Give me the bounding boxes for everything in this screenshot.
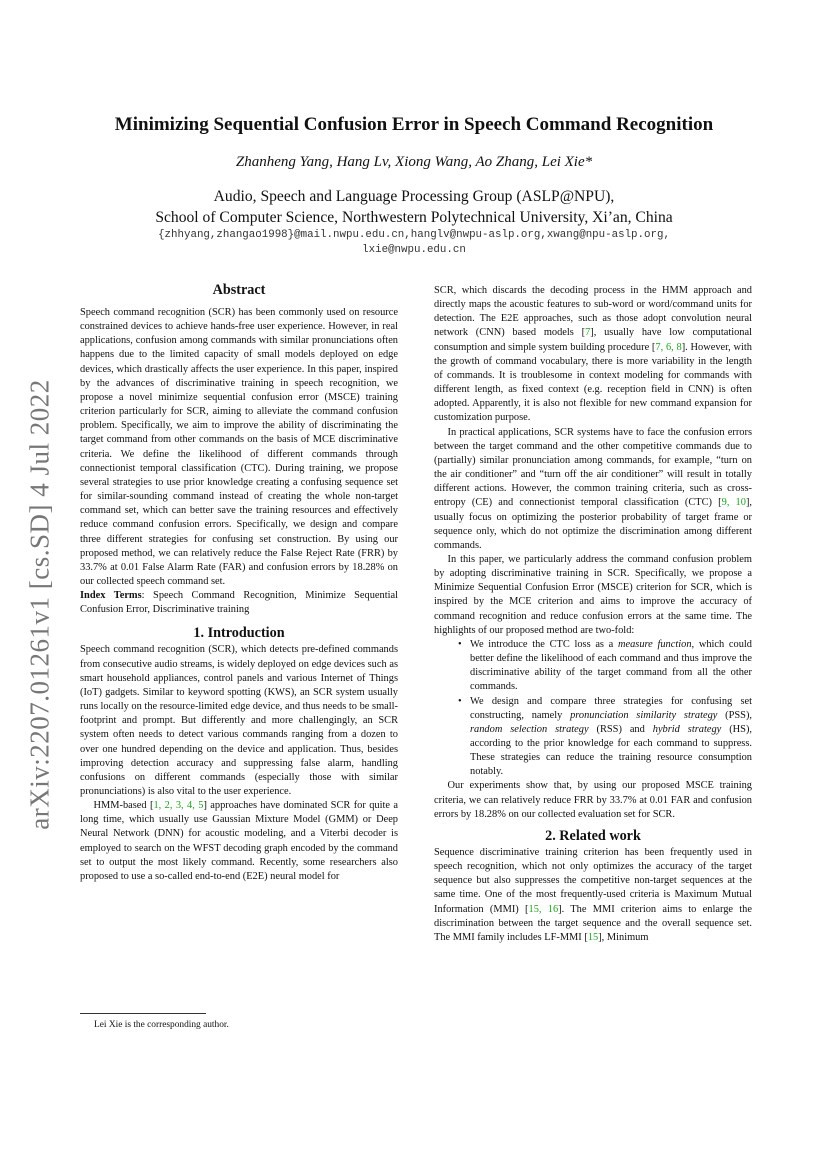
index-terms — [80, 589, 398, 617]
bullet2-emphasis-3: hybrid strategy — [652, 723, 722, 735]
affiliation — [60, 186, 768, 228]
intro-heading: 1. Introduction — [193, 625, 285, 642]
emails-line-2: lxie@nwpu.edu.cn — [362, 244, 466, 256]
citation-link[interactable]: 9, 10 — [721, 497, 746, 509]
bullet2-text-a: We design and compare three strategies for confusing set constructing, namely — [470, 695, 752, 721]
emails-line-1: {zhhyang,zhangao1998}@mail.nwpu.edu.cn,hanglv@nwpu-aslp.org,xwang@npu-aslp.org, — [158, 229, 670, 241]
citation-link[interactable]: 15 — [587, 931, 599, 943]
index-terms-label: Index Terms — [80, 590, 142, 602]
intro-paragraph-3 — [434, 284, 752, 426]
bullet2-text-d: (HS), according to the prior knowledge for each command to suppress. These strategies can reduce the training resource consumption notably. — [470, 723, 752, 778]
intro-p4-text-a: In practical applications, SCR systems have to face the confusion errors between the target command and the other competitive commands due to (partially) similar pronunciation among commands, for example, “turn on the air conditioner” and “turn off the air conditioner” will result in totally different actions. However, the common training criteria, such as cross-entropy (CE) and connectionist temporal classification (CTC) [ — [434, 426, 752, 509]
intro-paragraph-2 — [80, 799, 398, 884]
abstract-text: Speech command recognition (SCR) has been commonly used on resource constrained devices to achieve hands-free user experience. However, in real applications, confusion among commands with similar pronunciations often happens due to the limited capacity of small models deployed on edge devices, which drastically affects the user experience. In this paper, inspired by the advances of discriminative training in speech recognition, we propose a novel minimize sequential confusion error (MSCE) training criterion particularly for SCR, aiming to alleviate the command confusion problem. Specifically, we aim to improve the ability of discriminating the target command from other commands on the basis of MCE discriminative criteria. We define the likelihood of different commands through connectionist temporal classification (CTC). During training, we propose several strategies to use prior knowledge creating a confusing sequence set for similar-sounding command instead of creating the whole non-target command set, which can better save the training resources and effectively reduce command confusion errors. Specifically, we design and compare three different strategies for confusing set construction. By using our proposed method, we can relatively reduce the False Reject Rate (FRR) by 33.7% at 0.01 False Alarm Rate (FAR) and confusion errors by 18.28% on our collected speech command set. — [80, 307, 398, 587]
intro-paragraph-4 — [434, 426, 752, 553]
intro-p4-text-b: ], usually focus on optimizing the posterior probability of target frame or sequence only, which do not optimize the discrimination among different commands. — [434, 497, 753, 551]
footnote-divider — [80, 1013, 206, 1014]
citation-link[interactable]: 7, 6, 8 — [655, 341, 682, 353]
citation-link[interactable]: 1, 2, 3, 4, 5 — [153, 800, 204, 812]
highlights-list — [434, 638, 752, 780]
related-heading: 2. Related work — [545, 827, 641, 844]
bullet2-text-b: (PSS), — [717, 709, 753, 721]
bullet2-emphasis-2: random selection strategy — [470, 723, 589, 735]
intro-p3-text-c: ]. However, with the growth of command vocabulary, there is more variability in the length of commands. It is troublesome in context modeling for commands with different length, as fixed context (e.g. reception field in CNN) is often adopted. Apparently, it is also not flexible for new command expansion for customization purpose. — [434, 341, 752, 424]
intro-p3-text-b: ], usually have low computational consumption and simple system building procedure [ — [434, 327, 752, 353]
bullet1-text-a: We introduce the CTC loss as a — [470, 638, 618, 650]
affiliation-line-1: Audio, Speech and Language Processing Group (ASLP@NPU), — [213, 188, 615, 205]
author-emails — [60, 228, 768, 258]
footnote: Lei Xie is the corresponding author. — [94, 1020, 229, 1030]
bullet1-emphasis: measure function — [617, 638, 692, 650]
bullet-icon: • — [458, 695, 462, 707]
bullet2-emphasis-1: pronunciation similarity strategy — [570, 709, 718, 721]
intro-p2-text-b: ] approaches have dominated SCR for quite a long time, which usually use Gaussian Mixture Model (GMM) or Deep Neural Network (DNN) for acoustic modeling, and a Viterbi decoder is employed to search on the WFST decoding graph encoded by the command set to output the most likely command. Recently, some researchers also proposed to use a so-called end-to-end (E2E) neural model for — [80, 800, 399, 882]
list-item — [458, 695, 753, 780]
arxiv-stamp — [20, 379, 60, 829]
intro-p3-text-a: SCR, which discards the decoding process in the HMM approach and directly maps the acoustic features to sub-word or word/command units for detection. The E2E approaches, such as those adopt convolution neural network (CNN) based models [ — [434, 285, 752, 339]
left-column — [80, 280, 398, 884]
citation-link[interactable]: 7 — [585, 327, 591, 339]
related-p1-text-b: ]. The MMI criterion aims to enlarge the discrimination between the target sequence and the overall sequence set. The MMI family includes LF-MMI [ — [434, 903, 752, 943]
affiliation-line-2: School of Computer Science, Northwestern Polytechnical University, Xi’an, China — [155, 209, 673, 226]
right-column — [434, 284, 752, 945]
list-item — [458, 638, 752, 695]
intro-paragraph-6: Our experiments show that, by using our proposed MSCE training criteria, we can relatively reduce FRR by 33.7% at 0.01 FAR and confusion errors by 18.28% on our collected evaluation set for SCR. — [434, 780, 752, 820]
related-p1-text-a: Sequence discriminative training criterion has been frequently used in speech recognition, which not only optimizes the accuracy of the target sequence but also suppresses the competitive non-target sequences at the same time. One of the most frequently-used criteria is Maximum Mutual Information (MMI) [ — [434, 846, 752, 915]
bullet2-text-c: (RSS) and — [588, 723, 653, 735]
intro-paragraph-5: In this paper, we particularly address the command confusion problem by adopting discriminative training in SCR. Specifically, we propose a Minimize Sequential Confusion Error (MSCE) criterion for SCR, which is inspired by the MCE criterion and aims to improve the accuracy of command recognition and reduce confusion errors at the same time. The highlights of our proposed method are two-fold: — [434, 553, 752, 636]
paper-authors: Zhanheng Yang, Hang Lv, Xiong Wang, Ao Zhang, Lei Xie* — [235, 154, 593, 170]
index-terms-text: : Speech Command Recognition, Minimize Sequential Confusion Error, Discriminative training — [80, 590, 399, 616]
related-paragraph-1 — [434, 846, 752, 945]
arxiv-stamp-text: arXiv:2207.01261v1 [cs.SD] 4 Jul 2022 — [24, 378, 55, 830]
bullet1-text-b: , which could better define the likelihood of each command and thus improve the discriminative ability of the target command from all the other commands. — [470, 638, 752, 693]
intro-p2-text-a: HMM-based [ — [93, 800, 154, 812]
intro-paragraph-1: Speech command recognition (SCR), which detects pre-defined commands from consecutive audio streams, is widely deployed on edge devices such as smart household appliances, control panels and various Internet of Things (IoT) gadgets. Similar to keyword spotting (KWS), an SCR system usually runs locally on the resource-limited edge device, and thus needs to be small-footprint and prompt. But differently and more challengingly, an SCR system often needs to detect various commands ranging from a dozen to over one hundred depending on the device and application. Thus, besides improving detection accuracy and suppressing false alarm, handling confusions on different commands (especially those with similar pronunciations) is also vital to the user experience. — [80, 644, 398, 797]
paper-title: Minimizing Sequential Confusion Error in Speech Command Recognition — [114, 114, 714, 135]
bullet-icon: • — [458, 638, 462, 650]
abstract-heading: Abstract — [212, 282, 266, 298]
related-p1-text-c: ], Minimum — [598, 931, 649, 943]
citation-link[interactable]: 15, 16 — [528, 903, 559, 915]
